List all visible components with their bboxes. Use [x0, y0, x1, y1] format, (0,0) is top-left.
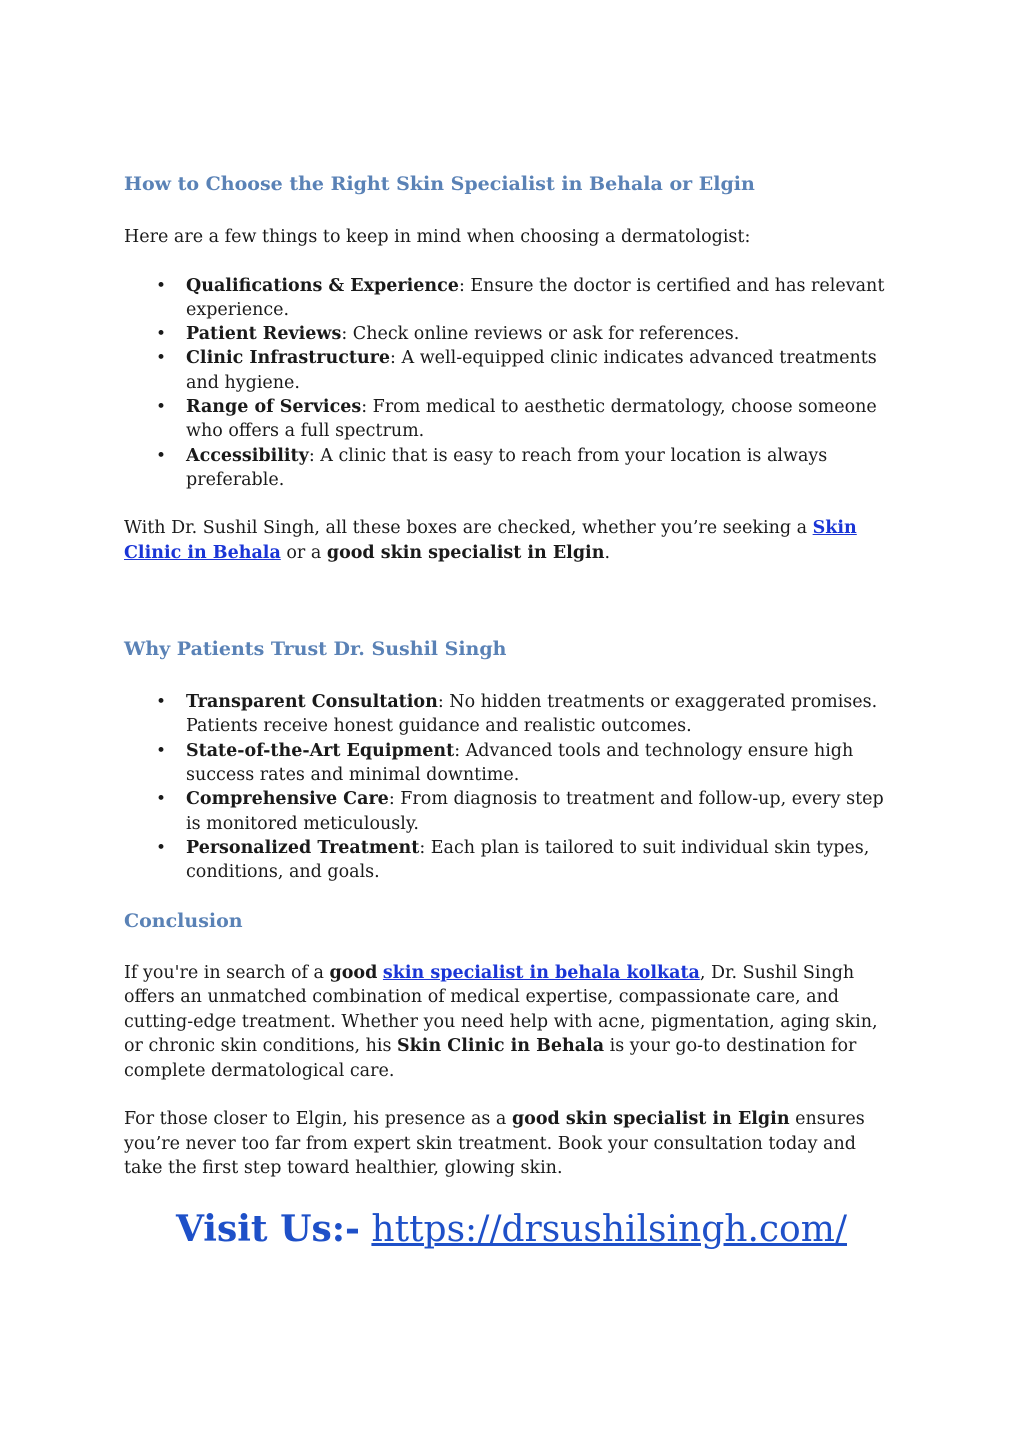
conclusion-bold: good: [329, 962, 378, 983]
item-text: : A clinic that is easy to reach from your location is always preferable.: [186, 445, 828, 490]
item-text: : Ensure the doctor is certified and has relevant experience.: [186, 275, 885, 320]
conclusion-text: , Dr. Sushil Singh offers an unmatched combination of medical expertise, compassionate care, and cutting-edge treatment. Whether you need help with acne, pigmentation, aging skin, or chronic skin conditions, his: [124, 962, 878, 1057]
bullet-icon: •: [156, 837, 167, 858]
item-text: : Check online reviews or ask for references.: [341, 324, 740, 345]
bullet-icon: •: [156, 789, 167, 810]
list-item: [124, 322, 899, 346]
bullet-icon: •: [156, 324, 167, 345]
item-title: State-of-the-Art Equipment: [186, 740, 455, 761]
list-item: [124, 690, 899, 739]
item-text: : From diagnosis to treatment and follow-up, every step is monitored meticulously.: [186, 789, 884, 834]
section-heading-choose: How to Choose the Right Skin Specialist in Behala or Elgin: [124, 173, 755, 195]
intro-paragraph: Here are a few things to keep in mind when choosing a dermatologist:: [124, 227, 751, 247]
conclusion-paragraph-1: [124, 961, 899, 1084]
document-content: [124, 170, 899, 1181]
list-item: [124, 444, 899, 493]
section-heading-conclusion: Conclusion: [124, 909, 243, 932]
list-item: [124, 395, 899, 444]
item-text: : From medical to aesthetic dermatology, choose someone who offers a full spectrum.: [186, 396, 877, 442]
bullet-icon: •: [156, 275, 167, 296]
skin-specialist-behala-kolkata-link[interactable]: skin specialist in behala kolkata: [382, 962, 700, 983]
list-item: [124, 346, 899, 395]
website-link[interactable]: https://drsushilsingh.com/: [371, 1209, 847, 1250]
closing-text: or a: [280, 542, 327, 563]
item-text: : Each plan is tailored to suit individual skin types, conditions, and goals.: [186, 837, 870, 883]
bullet-icon: •: [156, 740, 167, 761]
trust-list: [124, 690, 899, 884]
closing-paragraph: [124, 516, 899, 565]
closing-text: .: [604, 542, 611, 563]
conclusion-paragraph-2: [124, 1107, 899, 1181]
item-title: Comprehensive Care: [186, 789, 389, 810]
visit-us-line: [0, 1205, 1023, 1254]
visit-us-label: Visit Us:-: [175, 1208, 360, 1250]
conclusion-bold: Skin Clinic in Behala: [397, 1036, 605, 1057]
bullet-icon: •: [156, 692, 167, 713]
conclusion-text: If you're in search of a: [124, 962, 330, 983]
item-title: Range of Services: [186, 396, 362, 417]
item-title: Clinic Infrastructure: [186, 348, 391, 369]
skin-clinic-behala-link[interactable]: Skin Clinic in Behala: [124, 518, 857, 563]
closing-text: With Dr. Sushil Singh, all these boxes are checked, whether you’re seeking a: [124, 518, 813, 539]
bullet-icon: •: [156, 348, 167, 369]
bullet-icon: •: [156, 445, 167, 466]
list-item: [124, 836, 899, 885]
conclusion-text: For those closer to Elgin, his presence as a: [124, 1109, 512, 1130]
list-item: [124, 274, 899, 323]
bullet-icon: •: [156, 396, 167, 417]
criteria-list: [124, 274, 899, 493]
item-title: Patient Reviews: [186, 324, 342, 345]
closing-bold: good skin specialist in Elgin: [326, 542, 605, 563]
section-heading-trust: Why Patients Trust Dr. Sushil Singh: [124, 638, 507, 661]
list-item: [124, 739, 899, 788]
item-title: Qualifications & Experience: [186, 275, 459, 296]
item-title: Transparent Consultation: [186, 692, 438, 713]
item-text: : Advanced tools and technology ensure high success rates and minimal downtime.: [186, 740, 854, 786]
item-title: Personalized Treatment: [186, 837, 420, 858]
item-title: Accessibility: [186, 445, 309, 466]
conclusion-text: ensures you’re never too far from expert skin treatment. Book your consultation today and take the first step toward healthier, glowing skin.: [124, 1109, 865, 1179]
conclusion-bold: good skin specialist in Elgin: [511, 1109, 790, 1130]
conclusion-text: is your go-to destination for complete dermatological care.: [124, 1036, 857, 1081]
item-text: : No hidden treatments or exaggerated promises. Patients receive honest guidance and realistic outcomes.: [186, 692, 878, 737]
list-item: [124, 787, 899, 836]
item-text: : A well-equipped clinic indicates advanced treatments and hygiene.: [186, 348, 877, 393]
